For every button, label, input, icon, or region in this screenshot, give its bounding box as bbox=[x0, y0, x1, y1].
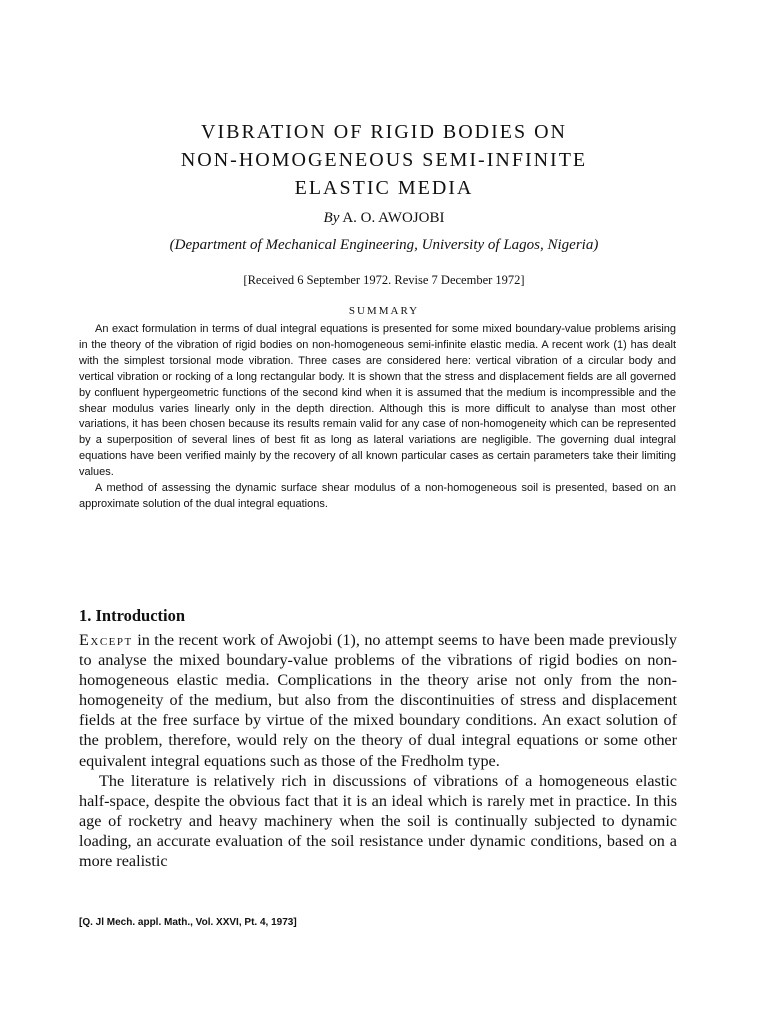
title-line-1: VIBRATION OF RIGID BODIES ON bbox=[201, 121, 567, 143]
affiliation: (Department of Mechanical Engineering, University of Lagos, Nigeria) bbox=[169, 237, 599, 253]
title-line-3: ELASTIC MEDIA bbox=[294, 177, 474, 199]
byline-prefix: By bbox=[323, 210, 340, 226]
abstract-paragraph-2: A method of assessing the dynamic surface shear modulus of a non-homogeneous soil is presented, based on an approximate solution of the dual integral equations. bbox=[79, 482, 676, 510]
lead-word: Except bbox=[79, 631, 133, 649]
abstract-paragraph-1: An exact formulation in terms of dual integral equations is presented for some mixed boundary-value problems arising in the theory of the vibration of rigid bodies on non-homogeneous semi-infinite elastic media. A recent work (1) has dealt with the simplest torsional mode vibration. Three cases are considered here: vertical vibration of a circular body and vertical vibration or rocking of a long rectangular body. It is shown that the stress and displacement fields are all governed by confluent hypergeometric functions of the second kind when it is assumed that the medium is incompressible and the shear modulus varies linearly only in the depth direction. Although this is more difficult to analyse than most other variations, it has been chosen because its results remain valid for any case of non-homogeneity which can be represented by a superposition of several lines of best fit as long as lateral variations are negligible. The governing dual integral equations have been verified mainly by the recovery of all known particular cases as certain parameters take their limiting values. bbox=[79, 323, 676, 479]
section-heading: 1. Introduction bbox=[79, 606, 186, 625]
summary-heading: SUMMARY bbox=[348, 305, 420, 317]
paper-title bbox=[0, 118, 768, 202]
body-paragraph-2: The literature is relatively rich in discussions of vibrations of a homogeneous elastic half-space, despite the obvious fact that it is an ideal which is rarely met in practice. In this age of rocketry and heavy machinery when the soil is continually subjected to dynamic loading, an accurate evaluation of the soil resistance under dynamic conditions, based on a more realistic bbox=[79, 771, 677, 871]
author-name: A. O. AWOJOBI bbox=[342, 210, 445, 226]
byline bbox=[0, 210, 768, 227]
title-line-2: NON-HOMOGENEOUS SEMI-INFINITE bbox=[180, 149, 588, 171]
abstract bbox=[79, 322, 676, 513]
body-paragraph-1-text: in the recent work of Awojobi (1), no attempt seems to have been made previously to analyse the mixed boundary-value problems of the vibrations of rigid bodies on non-homogeneous elastic media. Complications in the theory arise not only from the non-homogeneity of the medium, but also from the discontinuities of stress and displacement fields at the free surface by virtue of the mixed boundary conditions. An exact solution of the problem, therefore, would rely on the theory of dual integral equations or some other equivalent integral equations such as those of the Fredholm type. bbox=[79, 631, 677, 770]
received-dates: [Received 6 September 1972. Revise 7 December 1972] bbox=[243, 273, 525, 287]
body-paragraph-1 bbox=[79, 630, 677, 771]
journal-citation-footer: [Q. Jl Mech. appl. Math., Vol. XXVI, Pt. 4, 1973] bbox=[79, 917, 297, 928]
body-text bbox=[79, 630, 677, 871]
